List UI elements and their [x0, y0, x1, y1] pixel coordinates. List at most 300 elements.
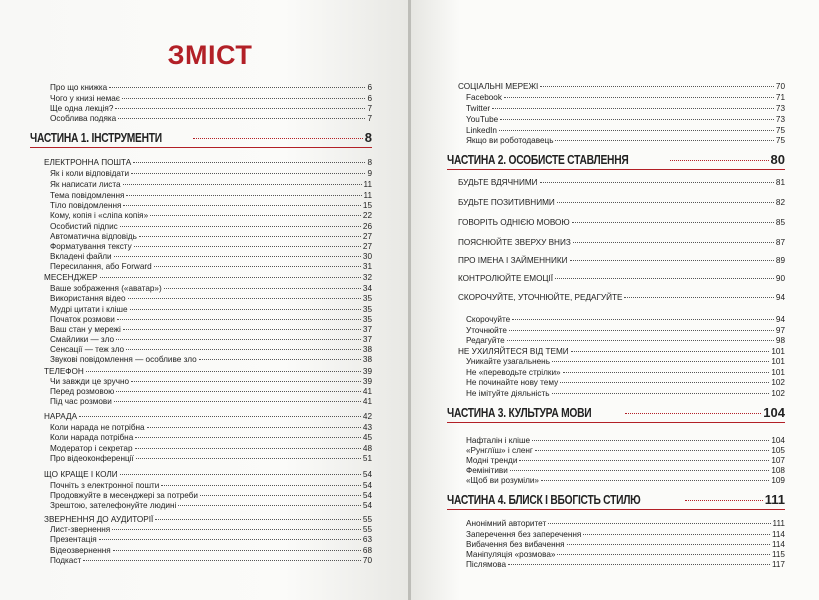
right-toc-row: [466, 476, 785, 486]
subsection-title: Вибачення без вибачення: [466, 540, 565, 549]
dot-leader: [131, 381, 361, 382]
dot-leader: [131, 173, 365, 174]
page-number: 45: [362, 433, 372, 442]
dot-leader: [79, 416, 361, 417]
page-number: 37: [362, 325, 372, 334]
dot-leader: [573, 242, 774, 243]
part-heading: ЧАСТИНА 3. КУЛЬТУРА МОВИ: [447, 406, 592, 420]
right-toc-row: [447, 406, 785, 420]
left-toc-row: [50, 481, 372, 491]
subsection-title: Анонімний авторитет: [466, 519, 547, 528]
right-toc-row: [458, 238, 785, 248]
dot-leader: [114, 256, 361, 257]
subsection-title: Післямова: [466, 560, 507, 569]
dot-leader: [583, 534, 770, 535]
right-toc-row: [466, 560, 785, 570]
right-toc-row: [466, 326, 785, 336]
dot-leader: [193, 138, 363, 139]
section-heading: ЕЛЕКТРОННА ПОШТА: [44, 158, 132, 167]
subsection-title: Чи завжди це зручно: [50, 377, 130, 386]
right-toc-row: [466, 315, 785, 325]
left-toc-row: [50, 180, 372, 190]
dot-leader: [120, 474, 361, 475]
dot-leader: [560, 382, 769, 383]
subsection-title: Під час розмови: [50, 397, 112, 406]
left-toc-row: [50, 546, 372, 556]
section-heading: ЗВЕРНЕННЯ ДО АУДИТОРІЇ: [44, 515, 154, 524]
dot-leader: [567, 544, 770, 545]
page-number: 38: [362, 355, 372, 364]
dot-leader: [552, 361, 769, 362]
page-number: 73: [775, 115, 785, 124]
dot-leader: [83, 560, 361, 561]
page-number: 70: [362, 556, 372, 565]
dot-leader: [126, 195, 361, 196]
page-number: 7: [367, 104, 372, 113]
dot-leader: [126, 349, 361, 350]
dot-leader: [504, 97, 774, 98]
page-number: 31: [362, 262, 372, 271]
page-number: 55: [362, 525, 372, 534]
dot-leader: [133, 162, 365, 163]
right-toc-row: [466, 550, 785, 560]
subsection-title: Мудрі цитати і кліше: [50, 305, 128, 314]
page-number: 42: [362, 412, 372, 421]
left-toc-row: [50, 335, 372, 345]
dot-leader: [555, 278, 774, 279]
dot-leader: [500, 119, 774, 120]
dot-leader: [116, 391, 361, 392]
dot-leader: [164, 288, 361, 289]
page-number: 7: [367, 114, 372, 123]
right-toc-row: [458, 293, 785, 303]
page-number: 85: [775, 218, 785, 227]
left-toc-row: [50, 294, 372, 304]
section-heading: СКОРОЧУЙТЕ, УТОЧНЮЙТЕ, РЕДАГУЙТЕ: [458, 293, 623, 302]
dot-leader: [199, 359, 361, 360]
dot-leader: [552, 393, 770, 394]
dot-leader: [122, 98, 365, 99]
dot-leader: [507, 340, 774, 341]
page-number: 73: [775, 104, 785, 113]
subsection-title: Twitter: [466, 104, 491, 113]
right-toc-row: [458, 347, 785, 357]
page-number: 34: [362, 284, 372, 293]
page-number: 22: [362, 211, 372, 220]
dot-leader: [130, 309, 361, 310]
left-toc-row: [50, 525, 372, 535]
page-number: 27: [362, 232, 372, 241]
dot-leader: [548, 523, 770, 524]
left-toc-row: [44, 470, 372, 480]
page-number: 97: [775, 326, 785, 335]
subsection-title: Сенсації — теж зло: [50, 345, 125, 354]
subsection-title: Лист-звернення: [50, 525, 111, 534]
subsection-title: Чого у книзі немає: [50, 94, 120, 103]
part-heading: ЧАСТИНА 4. БЛИСК І ВБОГІСТЬ СТИЛЮ: [447, 493, 641, 507]
subsection-title: Пересилання, або Forward: [50, 262, 152, 271]
page-number: 75: [775, 136, 785, 145]
section-heading: ГОВОРІТЬ ОДНІЄЮ МОВОЮ: [458, 218, 570, 227]
left-toc-row: [50, 387, 372, 397]
dot-leader: [557, 554, 769, 555]
dot-leader: [117, 319, 361, 320]
right-toc-row: [466, 378, 785, 388]
section-heading: СОЦІАЛЬНІ МЕРЕЖІ: [458, 82, 539, 91]
dot-leader: [571, 351, 770, 352]
page-number: 41: [362, 387, 372, 396]
left-toc-row: [50, 242, 372, 252]
right-toc-row: [458, 218, 785, 228]
left-toc-row: [44, 158, 372, 168]
subsection-title: Скорочуйте: [466, 315, 511, 324]
subsection-title: Про відеоконференції: [50, 454, 134, 463]
right-toc-row: [466, 126, 785, 136]
subsection-title: Якщо ви роботодавець: [466, 136, 554, 145]
page-number: 107: [771, 456, 785, 465]
page-number: 108: [771, 466, 785, 475]
left-toc-list: [0, 0, 408, 600]
page-number: 102: [771, 389, 785, 398]
subsection-title: Почніть з електронної пошти: [50, 481, 160, 490]
dot-leader: [540, 182, 774, 183]
subsection-title: LinkedIn: [466, 126, 497, 135]
dot-leader: [532, 440, 769, 441]
subsection-title: Коли нарада не потрібна: [50, 423, 145, 432]
dot-leader: [161, 485, 361, 486]
dot-leader: [499, 130, 774, 131]
page-number: 43: [362, 423, 372, 432]
part-heading: ЧАСТИНА 1. ІНСТРУМЕНТИ: [30, 131, 162, 145]
dot-leader: [572, 222, 774, 223]
dot-leader: [114, 401, 361, 402]
section-heading: ПОЯСНЮЙТЕ ЗВЕРХУ ВНИЗ: [458, 238, 571, 247]
dot-leader: [670, 160, 768, 161]
left-toc-row: [50, 377, 372, 387]
right-toc-row: [458, 82, 785, 92]
right-toc-row: [466, 466, 785, 476]
dot-leader: [510, 470, 770, 471]
dot-leader: [155, 519, 361, 520]
subsection-title: Звукові повідомлення — особливе зло: [50, 355, 197, 364]
subsection-title: Ваше зображення («аватар»): [50, 284, 162, 293]
section-heading: ПРО ІМЕНА І ЗАЙМЕННИКИ: [458, 256, 568, 265]
subsection-title: Маніпуляція «розмова»: [466, 550, 556, 559]
page-number: 37: [362, 335, 372, 344]
page-number: 15: [362, 201, 372, 210]
right-toc-row: [466, 389, 785, 399]
left-page: [0, 0, 408, 600]
dot-leader: [624, 297, 773, 298]
dot-leader: [555, 140, 773, 141]
subsection-title: Коли нарада потрібна: [50, 433, 134, 442]
right-toc-row: [458, 178, 785, 188]
page-number: 114: [771, 540, 785, 549]
left-toc-row: [50, 444, 372, 454]
page-number: 89: [775, 256, 785, 265]
dot-leader: [109, 87, 365, 88]
dot-leader: [99, 539, 361, 540]
left-toc-row: [50, 284, 372, 294]
page-number: 104: [771, 436, 785, 445]
subsection-title: Модератор і секретар: [50, 444, 133, 453]
page-number: 117: [771, 560, 785, 569]
page-number: 39: [362, 377, 372, 386]
right-toc-row: [466, 540, 785, 550]
left-toc-row: [50, 114, 372, 124]
page-number: 114: [771, 530, 785, 539]
left-toc-row: [50, 252, 372, 262]
subsection-title: Facebook: [466, 93, 502, 102]
page-number: 81: [775, 178, 785, 187]
dot-leader: [135, 437, 361, 438]
left-toc-row: [50, 397, 372, 407]
right-toc-row: [447, 153, 785, 167]
subsection-title: Використання відео: [50, 294, 126, 303]
left-toc-row: [50, 262, 372, 272]
left-toc-row: [50, 556, 372, 566]
dot-leader: [625, 413, 761, 414]
subsection-title: Уникайте узагальнень: [466, 357, 550, 366]
right-toc-row: [466, 446, 785, 456]
left-toc-row: [50, 222, 372, 232]
dot-leader: [570, 260, 774, 261]
left-toc-row: [50, 201, 372, 211]
subsection-title: Нафталін і кліше: [466, 436, 531, 445]
left-toc-row: [50, 169, 372, 179]
page-number: 54: [362, 501, 372, 510]
subsection-title: Уточнюйте: [466, 326, 507, 335]
subsection-title: Заперечення без заперечення: [466, 530, 582, 539]
page-number: 98: [775, 336, 785, 345]
subsection-title: Не починайте нову тему: [466, 378, 559, 387]
part-heading: ЧАСТИНА 2. ОСОБИСТЕ СТАВЛЕННЯ: [447, 153, 629, 167]
right-toc-row: [458, 274, 785, 284]
dot-leader: [112, 529, 361, 530]
page-number: 115: [771, 550, 785, 559]
left-toc-row: [50, 535, 372, 545]
subsection-title: Тіло повідомлення: [50, 201, 122, 210]
left-toc-row: [50, 491, 372, 501]
right-toc-row: [466, 336, 785, 346]
subsection-title: Фемінітиви: [466, 466, 508, 475]
page-number: 68: [362, 546, 372, 555]
left-toc-row: [50, 355, 372, 365]
dot-leader: [115, 108, 365, 109]
page-number: 6: [367, 83, 372, 92]
page-number: 38: [362, 345, 372, 354]
right-toc-row: [458, 198, 785, 208]
page-number: 11: [363, 180, 372, 189]
page-number: 105: [771, 446, 785, 455]
part-underline: [30, 147, 372, 148]
section-heading: ТЕЛЕФОН: [44, 367, 84, 376]
left-toc-row: [50, 501, 372, 511]
page-number: 94: [775, 315, 785, 324]
page-number: 71: [775, 93, 785, 102]
dot-leader: [150, 215, 361, 216]
dot-leader: [512, 319, 774, 320]
page-number: 35: [362, 315, 372, 324]
subsection-title: Вкладені файли: [50, 252, 112, 261]
page-number: 6: [367, 94, 372, 103]
subsection-title: «Рунглїш» і сленг: [466, 446, 533, 455]
subsection-title: Подкаст: [50, 556, 82, 565]
dot-leader: [541, 480, 769, 481]
subsection-title: Модні тренди: [466, 456, 518, 465]
dot-leader: [540, 86, 774, 87]
left-toc-row: [50, 345, 372, 355]
page-number: 87: [775, 238, 785, 247]
left-toc-row: [44, 273, 372, 283]
page-number: 80: [770, 152, 785, 167]
subsection-title: Особистий підпис: [50, 222, 118, 231]
subsection-title: Відеозвернення: [50, 546, 111, 555]
left-toc-row: [50, 423, 372, 433]
subsection-title: Про що книжка: [50, 83, 108, 92]
right-toc-row: [466, 115, 785, 125]
left-toc-row: [50, 305, 372, 315]
page-number: 54: [362, 470, 372, 479]
page-number: 70: [775, 82, 785, 91]
subsection-title: Ще одна лекція?: [50, 104, 114, 113]
page-number: 109: [771, 476, 785, 485]
page-number: 104: [763, 405, 785, 420]
subsection-title: Ваш стан у мережі: [50, 325, 121, 334]
left-toc-row: [50, 94, 372, 104]
subsection-title: Продовжуйте в месенджері за потреби: [50, 491, 198, 500]
dot-leader: [519, 460, 769, 461]
page-number: 11: [363, 191, 372, 200]
right-toc-row: [458, 256, 785, 266]
dot-leader: [154, 266, 361, 267]
page-number: 51: [362, 454, 372, 463]
right-toc-row: [466, 136, 785, 146]
dot-leader: [508, 564, 770, 565]
part-underline: [447, 169, 785, 170]
dot-leader: [120, 226, 361, 227]
page-number: 54: [362, 481, 372, 490]
page-number: 111: [772, 519, 785, 528]
page-number: 101: [771, 368, 785, 377]
section-heading: ЩО КРАЩЕ І КОЛИ: [44, 470, 118, 479]
subsection-title: Особлива подяка: [50, 114, 117, 123]
subsection-title: Перед розмовою: [50, 387, 115, 396]
subsection-title: Не імітуйте діяльність: [466, 389, 550, 398]
left-toc-row: [50, 232, 372, 242]
dot-leader: [535, 450, 769, 451]
page-number: 8: [364, 130, 372, 145]
part-underline: [447, 422, 785, 423]
page-number: 55: [362, 515, 372, 524]
right-toc-row: [466, 456, 785, 466]
page-number: 30: [362, 252, 372, 261]
page-number: 35: [362, 294, 372, 303]
right-toc-row: [447, 493, 785, 507]
dot-leader: [492, 108, 774, 109]
right-toc-row: [466, 357, 785, 367]
left-toc-row: [50, 191, 372, 201]
part-underline: [447, 509, 785, 510]
dot-leader: [116, 339, 361, 340]
page-number: 26: [362, 222, 372, 231]
page-number: 35: [362, 305, 372, 314]
right-toc-row: [466, 368, 785, 378]
dot-leader: [147, 427, 361, 428]
right-toc-row: [466, 436, 785, 446]
dot-leader: [139, 236, 361, 237]
page-number: 90: [775, 274, 785, 283]
subsection-title: Автоматична відповідь: [50, 232, 137, 241]
left-toc-row: [30, 131, 372, 145]
left-toc-row: [44, 515, 372, 525]
left-toc-row: [44, 367, 372, 377]
subsection-title: Тема повідомлення: [50, 191, 125, 200]
dot-leader: [134, 246, 361, 247]
section-heading: НЕ УХИЛЯЙТЕСЯ ВІД ТЕМИ: [458, 347, 569, 356]
dot-leader: [563, 372, 770, 373]
left-toc-row: [50, 433, 372, 443]
section-heading: БУДЬТЕ ВДЯЧНИМИ: [458, 178, 538, 187]
right-toc-list: [411, 0, 819, 600]
dot-leader: [113, 550, 361, 551]
page-number: 54: [362, 491, 372, 500]
subsection-title: Презентація: [50, 535, 97, 544]
dot-leader: [557, 202, 774, 203]
left-toc-row: [50, 454, 372, 464]
section-heading: БУДЬТЕ ПОЗИТИВНИМИ: [458, 198, 555, 207]
subsection-title: Кому, копія і «сліпа копія»: [50, 211, 149, 220]
page-number: 101: [771, 347, 785, 356]
left-toc-row: [50, 325, 372, 335]
page-number: 94: [775, 293, 785, 302]
dot-leader: [178, 505, 361, 506]
right-toc-row: [466, 93, 785, 103]
dot-leader: [118, 118, 365, 119]
section-heading: КОНТРОЛЮЙТЕ ЕМОЦІЇ: [458, 274, 554, 283]
page-number: 63: [362, 535, 372, 544]
page-number: 111: [764, 492, 785, 507]
left-toc-row: [44, 412, 372, 422]
dot-leader: [123, 329, 361, 330]
page-number: 39: [362, 367, 372, 376]
right-toc-row: [466, 104, 785, 114]
left-toc-row: [50, 83, 372, 93]
dot-leader: [100, 277, 361, 278]
page-number: 102: [771, 378, 785, 387]
toc-title: ЗМІСТ: [167, 40, 253, 70]
dot-leader: [86, 371, 361, 372]
dot-leader: [136, 458, 361, 459]
dot-leader: [123, 184, 362, 185]
dot-leader: [509, 330, 774, 331]
left-toc-row: [50, 315, 372, 325]
subsection-title: Смайлики — зло: [50, 335, 114, 344]
page-number: 75: [775, 126, 785, 135]
left-toc-row: [50, 104, 372, 114]
subsection-title: Форматування тексту: [50, 242, 132, 251]
subsection-title: Зрештою, зателефонуйте людині: [50, 501, 177, 510]
page-number: 82: [775, 198, 785, 207]
dot-leader: [123, 205, 360, 206]
page-number: 9: [367, 169, 372, 178]
page-number: 27: [362, 242, 372, 251]
left-toc-row: [50, 211, 372, 221]
subsection-title: «Щоб ви розуміли»: [466, 476, 539, 485]
right-toc-row: [466, 519, 785, 529]
page-number: 41: [362, 397, 372, 406]
right-toc-row: [466, 530, 785, 540]
